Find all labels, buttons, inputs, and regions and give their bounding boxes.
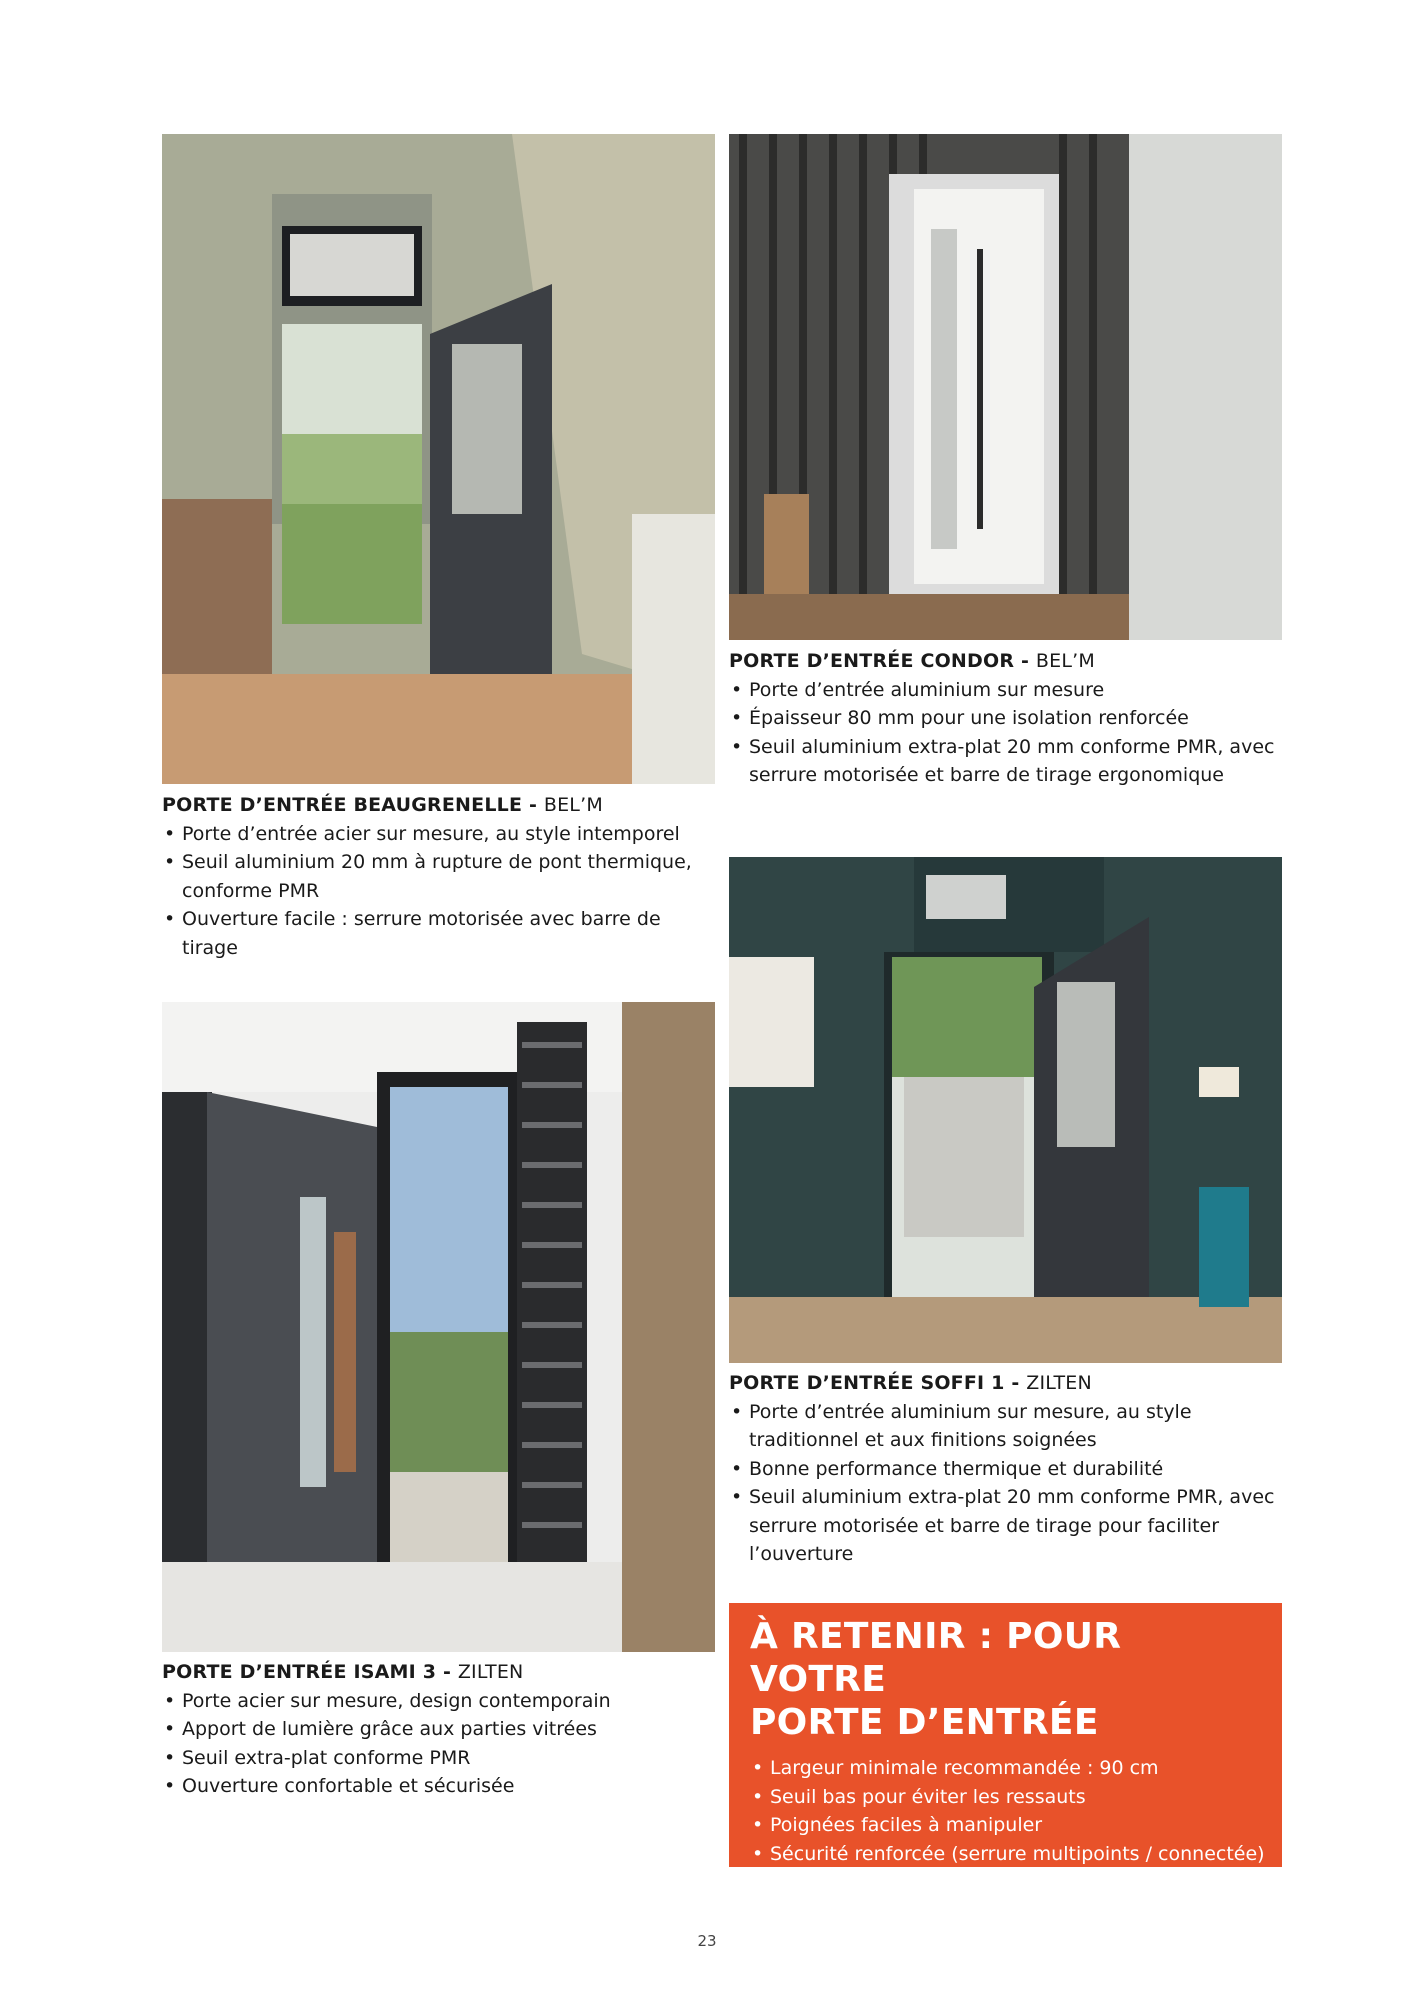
retenir-heading-line: PORTE D’ENTRÉE — [750, 1702, 1099, 1743]
photo-isami-door — [162, 1002, 715, 1652]
photo-soffi-door — [729, 857, 1282, 1363]
retenir-item: • Éclairage extérieur adapté — [750, 1868, 1262, 1897]
retenir-item: • Largeur minimale recommandée : 90 cm — [750, 1754, 1262, 1783]
retenir-heading — [750, 1615, 1262, 1744]
title-separator: - — [522, 794, 544, 816]
title-separator: - — [1014, 650, 1036, 672]
retenir-list — [750, 1754, 1265, 1897]
feature-item: • Épaisseur 80 mm pour une isolation renforcée — [729, 704, 1294, 733]
feature-item: • Seuil aluminium extra-plat 20 mm conforme PMR, avec serrure motorisée et barre de tirage ergonomique — [729, 733, 1294, 790]
feature-item: • Apport de lumière grâce aux parties vitrées — [162, 1715, 722, 1744]
feature-item: • Porte acier sur mesure, design contemporain — [162, 1687, 722, 1716]
caption-isami — [162, 1658, 722, 1801]
product-title — [729, 647, 1294, 676]
product-name: PORTE D’ENTRÉE BEAUGRENELLE — [162, 794, 523, 816]
retenir-box — [729, 1603, 1282, 1893]
product-brand: ZILTEN — [457, 1661, 524, 1683]
feature-item: • Ouverture facile : serrure motorisée avec barre de tirage — [162, 905, 722, 962]
feature-list — [729, 676, 1294, 790]
retenir-heading-line: À RETENIR : POUR VOTRE — [750, 1616, 1122, 1700]
caption-soffi — [729, 1369, 1294, 1569]
product-brand: BEL’M — [543, 794, 603, 816]
caption-beaugrenelle — [162, 791, 722, 962]
feature-item: • Seuil aluminium extra-plat 20 mm conforme PMR, avec serrure motorisée et barre de tirage pour faciliter l’ouverture — [729, 1483, 1294, 1569]
feature-item: • Seuil extra-plat conforme PMR — [162, 1744, 722, 1773]
feature-list — [162, 1687, 722, 1801]
retenir-item: • Sécurité renforcée (serrure multipoints / connectée) — [750, 1840, 1262, 1869]
feature-item: • Bonne performance thermique et durabilité — [729, 1455, 1294, 1484]
retenir-item: • Seuil bas pour éviter les ressauts — [750, 1783, 1262, 1812]
feature-item: • Porte d’entrée aluminium sur mesure — [729, 676, 1294, 705]
product-name: PORTE D’ENTRÉE ISAMI 3 — [162, 1661, 437, 1683]
retenir-item: • Poignées faciles à manipuler — [750, 1811, 1262, 1840]
feature-list — [729, 1398, 1294, 1569]
caption-condor — [729, 647, 1294, 790]
feature-item: • Porte d’entrée aluminium sur mesure, au style traditionnel et aux finitions soignées — [729, 1398, 1294, 1455]
product-brand: ZILTEN — [1026, 1372, 1092, 1394]
feature-item: • Porte d’entrée acier sur mesure, au style intemporel — [162, 820, 722, 849]
feature-list — [162, 820, 722, 963]
product-title — [729, 1369, 1294, 1398]
page-number: 23 — [697, 1932, 717, 1950]
product-name: PORTE D’ENTRÉE SOFFI 1 — [729, 1372, 1005, 1394]
title-separator: - — [1004, 1372, 1027, 1394]
product-title — [162, 791, 722, 820]
title-separator: - — [436, 1661, 458, 1683]
product-name: PORTE D’ENTRÉE CONDOR — [729, 650, 1015, 672]
feature-item: • Seuil aluminium 20 mm à rupture de pont thermique, conforme PMR — [162, 848, 722, 905]
product-brand: BEL’M — [1035, 650, 1095, 672]
photo-condor-door — [729, 134, 1282, 640]
product-title — [162, 1658, 722, 1687]
feature-item: • Ouverture confortable et sécurisée — [162, 1772, 722, 1801]
photo-beaugrenelle-door — [162, 134, 715, 784]
